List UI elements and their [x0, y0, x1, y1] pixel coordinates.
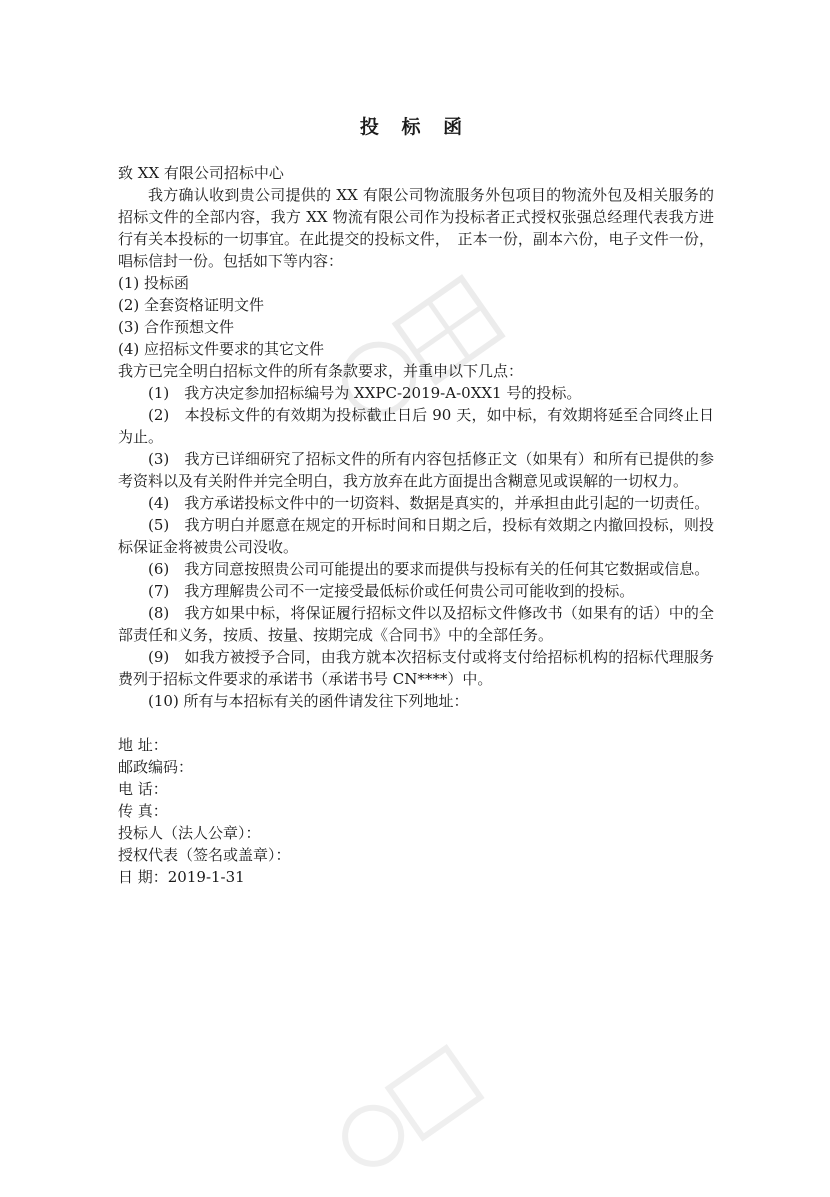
point-item: (8) 我方如果中标，将保证履行招标文件以及招标文件修改书（如果有的话）中的全部责任和义务，按质、按量、按期完成《合同书》中的全部任务。	[118, 604, 714, 644]
representative-line: 授权代表（签名或盖章）：	[118, 846, 291, 864]
point-item: (3) 我方已详细研究了招标文件的所有内容包括修正文（如果有）和所有已提供的参考资料以及有关附件并完全明白，我方放弃在此方面提出含糊意见或误解的一切权力。	[118, 450, 714, 490]
postcode-line: 邮政编码：	[118, 758, 194, 776]
point-item: (7) 我方理解贵公司不一定接受最低标价或任何贵公司可能收到的投标。	[148, 582, 635, 600]
address-line: 地 址：	[118, 736, 168, 754]
point-item: (5) 我方明白并愿意在规定的开标时间和日期之后，投标有效期之内撤回投标，则投标保证金将被贵公司没收。	[118, 516, 714, 556]
intro-paragraph: 我方确认收到贵公司提供的 XX 有限公司物流服务外包项目的物流外包及相关服务的招标文件的全部内容，我方 XX 物流有限公司作为投标者正式授权张强总经理代表我方进行有关本投标的一切事宜。在此提交的投标文件， 正本一份，副本六份，电子文件一份，唱标信封一份。包括如下等内容：	[118, 186, 714, 270]
contents-item: (3) 合作预想文件	[118, 318, 235, 336]
fax-line: 传 真：	[118, 802, 168, 820]
contents-item: (1) 投标函	[118, 274, 190, 292]
point-item: (1) 我方决定参加招标编号为 XXPC-2019-A-0XX1 号的投标。	[148, 384, 582, 402]
point-item: (9) 如我方被授予合同，由我方就本次招标支付或将支付给招标机构的招标代理服务费列于招标文件要求的承诺书（承诺书号 CN****）中。	[118, 648, 714, 688]
point-item: (4) 我方承诺投标文件中的一切资料、数据是真实的，并承担由此引起的一切责任。	[148, 494, 710, 512]
addressee: 致 XX 有限公司招标中心	[118, 164, 284, 182]
document-body	[118, 162, 714, 888]
spacer	[118, 712, 714, 734]
point-item: (6) 我方同意按照贵公司可能提出的要求而提供与投标有关的任何其它数据或信息。	[148, 560, 710, 578]
point-item: (2) 本投标文件的有效期为投标截止日后 90 天，如中标，有效期将延至合同终止日为止。	[118, 406, 714, 446]
contents-item: (4) 应招标文件要求的其它文件	[118, 340, 325, 358]
watermark-logo-bottom	[316, 1023, 504, 1197]
date-line: 日 期：2019-1-31	[118, 868, 245, 886]
signature-block	[118, 734, 714, 888]
statement-intro: 我方已完全明白招标文件的所有条款要求，并重申以下几点：	[118, 362, 524, 380]
document-title: 投 标 函	[359, 116, 471, 138]
point-item: (10) 所有与本招标有关的函件请发往下列地址：	[148, 692, 469, 710]
phone-line: 电 话：	[118, 780, 168, 798]
bidder-line: 投标人（法人公章）：	[118, 824, 261, 842]
contents-item: (2) 全套资格证明文件	[118, 296, 265, 314]
